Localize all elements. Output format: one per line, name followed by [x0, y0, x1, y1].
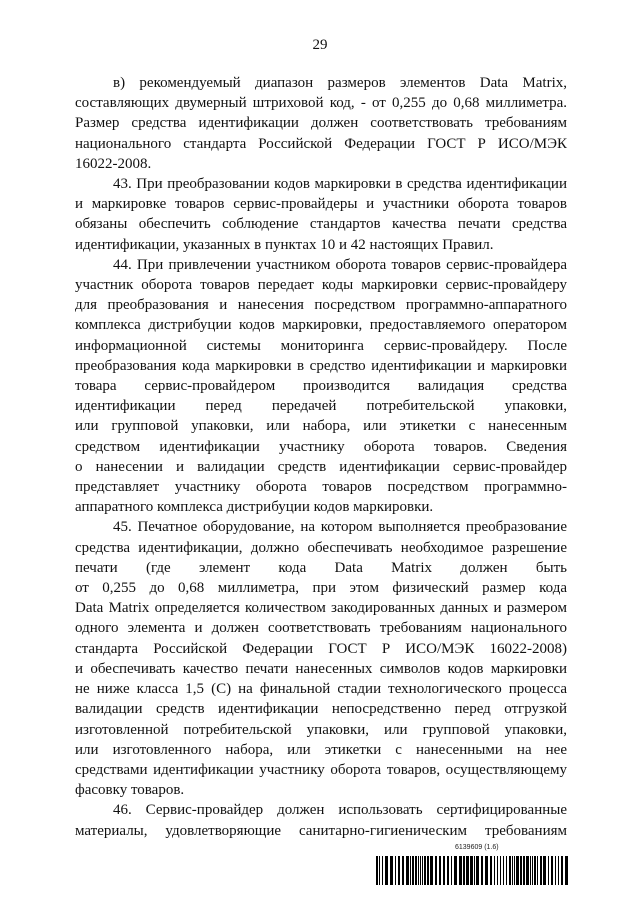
text-line: и маркировке товаров сервис-провайдеры и участники оборота товаров	[75, 196, 567, 213]
text-line: товара сервис-провайдером производится валидация средства	[75, 378, 567, 395]
text-line: от 0,255 до 0,68 миллиметра, при этом физический размер кода	[75, 580, 567, 597]
text-line: 43. При преобразовании кодов маркировки в средства идентификации	[113, 176, 567, 193]
text-line: обязаны обеспечить соблюдение стандартов качества печати средства	[75, 216, 567, 233]
text-line: о нанесении и валидации средств идентификации сервис-провайдер	[75, 458, 567, 475]
text-line: печати (где элемент кода Data Matrix должен быть	[75, 559, 567, 576]
text-line: материалы, удовлетворяющие санитарно-гигиеническим требованиям	[75, 822, 567, 839]
text-line: информационной системы мониторинга сервис-провайдеру. После	[75, 337, 567, 354]
text-line: валидации средств идентификации непосредственно перед отгрузкой	[75, 701, 567, 718]
barcode-icon	[376, 856, 568, 885]
text-line: 16022-2008.	[75, 155, 152, 172]
text-line: средства идентификации, должно обеспечивать необходимое разрешение	[75, 539, 567, 556]
barcode-caption: 6139609 (1.6)	[455, 844, 499, 851]
text-line: не ниже класса 1,5 (C) на финальной стадии технологического процесса	[75, 681, 567, 698]
text-line: 46. Сервис-провайдер должен использовать сертифицированные	[113, 802, 567, 819]
paragraph-46	[75, 800, 567, 840]
text-line: для преобразования и нанесения посредством программно-аппаратного	[75, 297, 567, 314]
text-line: или изготовленного набора, или этикетки с нанесенными на нее	[75, 741, 567, 758]
text-line: стандарта Российской Федерации ГОСТ Р ИСО/МЭК 16022-2008)	[75, 640, 567, 657]
text-line: и обеспечивать качество печати нанесенных символов кодов маркировки	[75, 660, 567, 677]
text-line: Data Matrix определяется количеством закодированных данных и размером	[75, 600, 567, 617]
text-line: идентификации перед передачей потребительской упаковки,	[75, 398, 567, 415]
text-line: средствами идентификации участнику оборота товаров, осуществляющему	[75, 761, 567, 778]
text-line: или групповой упаковки, или набора, или этикетки с нанесенным	[75, 418, 567, 435]
text-line: 44. При привлечении участником оборота товаров сервис-провайдера	[113, 256, 567, 273]
text-line: представляет участнику оборота товаров посредством программно-	[75, 479, 567, 496]
text-line: преобразования кода маркировки в средство идентификации и маркировки	[75, 357, 567, 374]
paragraph-item-v	[75, 73, 567, 174]
text-line: национального стандарта Российской Федерации ГОСТ Р ИСО/МЭК	[75, 135, 567, 152]
text-line: средством идентификации участнику оборота товаров. Сведения	[75, 438, 567, 455]
text-line: аппаратного комплекса дистрибуции кодов маркировки.	[75, 499, 434, 516]
text-line: одного элемента и должен соответствовать требованиям национального	[75, 620, 567, 637]
text-line: фасовку товаров.	[75, 782, 185, 799]
paragraph-43	[75, 174, 567, 255]
text-line: участник оборота товаров передает коды маркировки сервис-провайдеру	[75, 277, 567, 294]
text-line: Размер средства идентификации должен соответствовать требованиям	[75, 115, 567, 132]
text-line: 45. Печатное оборудование, на котором выполняется преобразование	[113, 519, 567, 536]
text-line: изготовленной потребительской упаковки, или групповой упаковки,	[75, 721, 567, 738]
document-body	[75, 73, 567, 841]
text-line: в) рекомендуемый диапазон размеров элементов Data Matrix,	[113, 75, 567, 91]
text-line: идентификации, указанных в пунктах 10 и 42 настоящих Правил.	[75, 236, 494, 253]
text-line: составляющих двумерный штриховой код, - от 0,255 до 0,68 миллиметра.	[75, 95, 567, 112]
page-number: 29	[312, 37, 328, 53]
paragraph-44	[75, 255, 567, 518]
text-line: комплекса дистрибуции кодов маркировки, предоставляемого оператором	[75, 317, 567, 334]
paragraph-45	[75, 517, 567, 800]
